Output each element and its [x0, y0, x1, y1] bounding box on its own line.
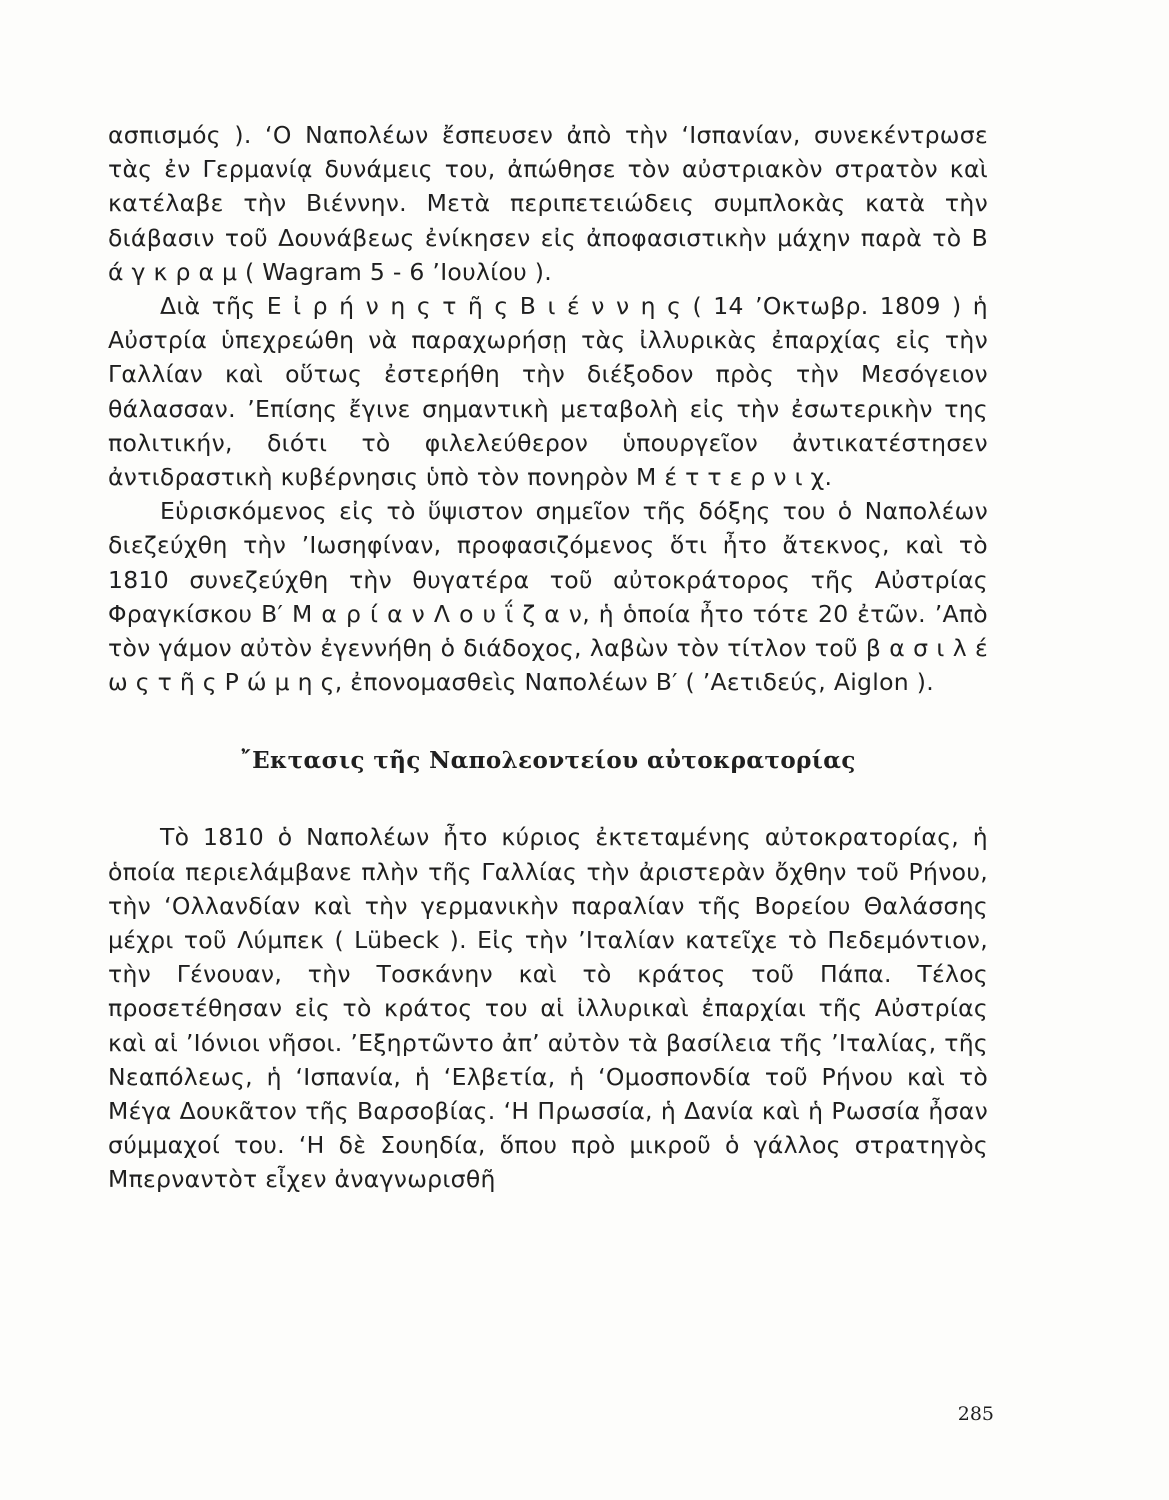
page-body — [108, 118, 988, 1197]
paragraph-empire-extent: Τὸ 1810 ὁ Ναπολέων ἦτο κύριος ἐκτεταμένης αὐτοκρατορίας, ἡ ὁποία περιελάμβανε πλὴν τῆς Γαλλίας τὴν ἀριστερὰν ὄχθην τοῦ Ρήνου, τὴν ‘Ολλανδίαν καὶ τὴν γερμανικὴν παραλίαν τῆς Βορείου Θαλάσσης μέχρι τοῦ Λύμπεκ ( Lübeck ). Εἰς τὴν ’Ιταλίαν κατεῖχε τὸ Πεδεμόντιον, τὴν Γένουαν, τὴν Τοσκάνην καὶ τὸ κράτος τοῦ Πάπα. Τέλος προσετέθησαν εἰς τὸ κράτος του αἱ ἰλλυρικαὶ ἐπαρχίαι τῆς Αὐστρίας καὶ αἱ ’Ιόνιοι νῆσοι. ’Εξηρτῶντο ἀπ’ αὐτὸν τὰ βασίλεια τῆς ’Ιταλίας, τῆς Νεαπόλεως, ἡ ‘Ισπανία, ἡ ‘Ελβετία, ἡ ‘Ομοσπονδία τοῦ Ρήνου καὶ τὸ Μέγα Δουκᾶτον τῆς Βαρσοβίας. ‘Η Πρωσσία, ἡ Δανία καὶ ἡ Ρωσσία ἦσαν σύμμαχοί του. ‘Η δὲ Σουηδία, ὅπου πρὸ μικροῦ ὁ γάλλος στρατηγὸς Μπερναντὸτ εἶχεν ἀναγνωρισθῆ — [108, 823, 988, 1194]
section-heading: ῎Εκτασις τῆς Ναπολεοντείου αὐτοκρατορίας — [240, 747, 856, 775]
paragraph-peace-of-vienna: Διὰ τῆς Ε ἰ ρ ή ν η ς τ ῆ ς Β ι έ ν ν η ς ( 14 ’Οκτωβρ. 1809 ) ἡ Αὐστρία ὑπεχρεώθη νὰ παραχωρήσῃ τὰς ἰλλυρικὰς ἐπαρχίας εἰς τὴν Γαλλίαν καὶ οὕτως ἐστερήθη τὴν διέξοδον πρὸς τὴν Μεσόγειον θάλασσαν. ’Επίσης ἔγινε σημαντικὴ μεταβολὴ εἰς τὴν ἐσωτερικὴν της πολιτικήν, διότι τὸ φιλελεύθερον ὑπουργεῖον ἀντικατέστησεν ἀντιδραστικὴ κυβέρνησις ὑπὸ τὸν πονηρὸν Μ έ τ τ ε ρ ν ι χ. — [108, 292, 988, 492]
paragraph-marriage: Εὑρισκόμενος εἰς τὸ ὕψιστον σημεῖον τῆς δόξης του ὁ Ναπολέων διεζεύχθη τὴν ’Ιωσηφίναν, προφασιζόμενος ὅτι ἦτο ἄτεκνος, καὶ τὸ 1810 συνεζεύχθη τὴν θυγατέρα τοῦ αὐτοκράτορος τῆς Αὐστρίας Φραγκίσκου Β′ Μ α ρ ί α ν Λ ο υ ΐ ζ α ν, ἡ ὁποία ἦτο τότε 20 ἐτῶν. ’Απὸ τὸν γάμον αὐτὸν ἐγεννήθη ὁ διάδοχος, λαβὼν τὸν τίτλον τοῦ β α σ ι λ έ ω ς τ ῆ ς Ρ ώ μ η ς, ἐπονομασθεὶς Ναπολέων Β′ ( ’Αετιδεύς, Aiglon ). — [108, 497, 988, 697]
text-block-top — [108, 118, 988, 699]
text-block-bottom — [108, 820, 988, 1196]
page-number: 285 — [957, 1403, 994, 1425]
paragraph-napoleon-vienna: ασπισμός ). ‘Ο Ναπολέων ἔσπευσεν ἀπὸ τὴν ‘Ισπανίαν, συνεκέντρωσε τὰς ἐν Γερμανίᾳ δυνάμεις του, ἀπώθησε τὸν αὐστριακὸν στρατὸν καὶ κατέλαβε τὴν Βιέννην. Μετὰ περιπετειώδεις συμπλοκὰς κατὰ τὴν διάβασιν τοῦ Δουνάβεως ἐνίκησεν εἰς ἀποφασιστικὴν μάχην παρὰ τὸ Β ά γ κ ρ α μ ( Wagram 5 - 6 ’Ιουλίου ). — [108, 121, 988, 286]
